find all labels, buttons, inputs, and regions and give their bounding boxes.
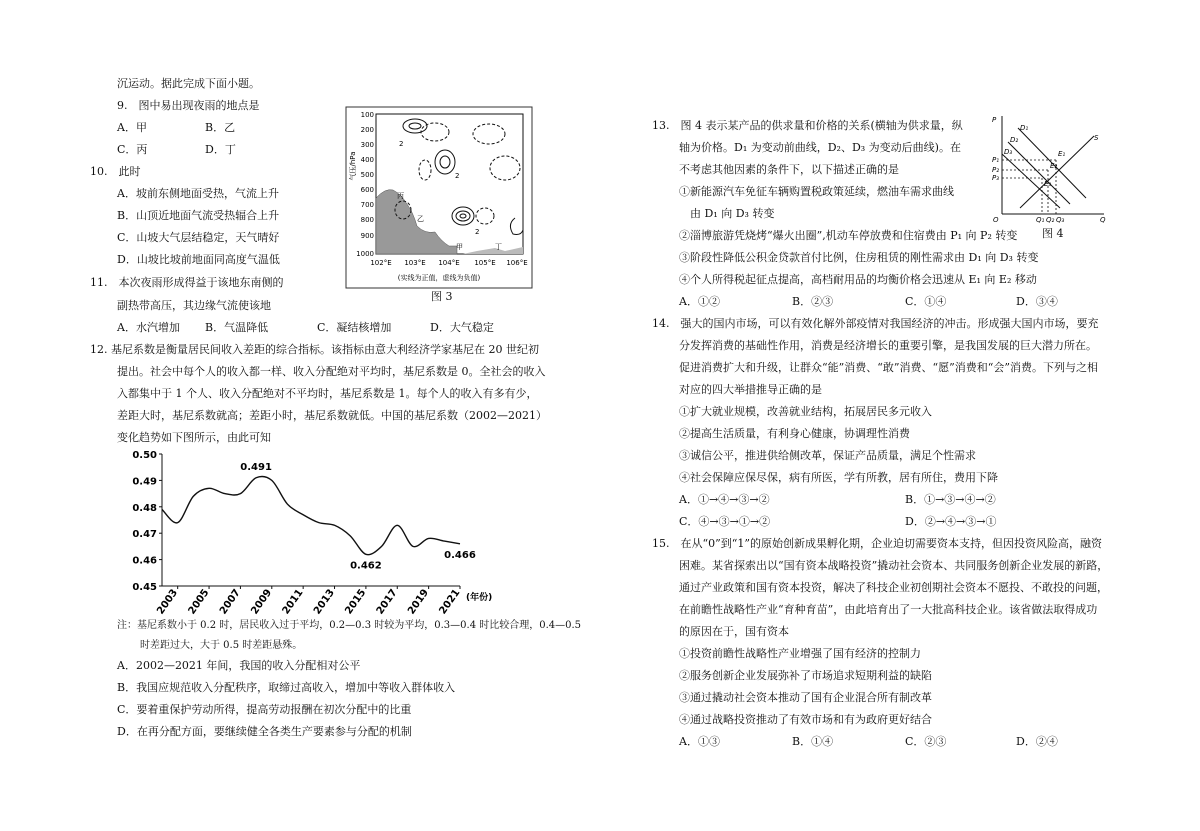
fig4-label-p: P [992,116,997,124]
fig3-ytick: 1000 [356,250,374,258]
y-tick-label: 0.49 [132,476,157,488]
q13-option-1a: ①新能源汽车免征车辆购置税政策延续，燃油车需求曲线 [679,185,954,198]
figure-4 [990,112,1110,242]
x-tick-label: 2013 [312,587,337,616]
q14-choice-a: A．①→④→③→② [679,493,770,506]
fig4-label-p2: P₂ [992,166,1000,174]
q14-option-2: ②提高生活质量，有利身心健康，协调理性消费 [679,427,910,440]
fig4-label-o: O [993,216,999,224]
fig3-ytick: 100 [360,111,374,119]
q15-choice-a: A．①③ [679,735,720,748]
q9-stem: 9. 图中易出现夜雨的地点是 [117,99,260,112]
gini-chart [120,446,520,616]
q14-choice-c: C．④→③→①→② [679,515,771,528]
q13-stem-line2: 轴为价格。D₁ 为变动前曲线，D₂、D₃ 为变动后曲线)。在 [679,141,961,154]
q14-stem-line4: 对应的四大举措推导正确的是 [679,383,822,396]
q9-option-a: A．甲 [117,121,147,134]
q12-option-c: C．要着重保护劳动所得，提高劳动报酬在初次分配中的比重 [117,703,412,716]
q10-option-a: A．坡前东侧地面受热，气流上升 [117,187,279,200]
q11-option-b: B．气温降低 [205,321,269,334]
fig3-ytick: 700 [360,201,374,209]
q9-option-c: C．丙 [117,143,148,156]
fig3-label-jia: 甲 [456,243,463,251]
y-tick-label: 0.48 [132,502,157,514]
y-tick-label: 0.50 [132,450,157,461]
q13-choice-d: D．③④ [1016,295,1058,308]
x-tick-label: 2019 [406,587,432,616]
q14-option-3: ③诚信公平，推进供给侧改革，保证产品质量，满足个性需求 [679,449,976,462]
q13-choice-b: B．②③ [792,295,834,308]
fig3-xtick: 102°E [370,259,392,267]
figure-4-svg [990,112,1110,224]
q10-option-d: D．山坡比坡前地面同高度气温低 [117,253,280,266]
x-tick-label: 2007 [217,587,243,616]
fig4-label-q3: Q₃ [1056,216,1065,224]
q11-option-d: D．大气稳定 [430,321,494,334]
fig3-ytick: 400 [360,156,374,164]
fig3-caption-inner: (实线为正值，虚线为负值) [397,274,481,282]
fig4-label-q: Q [1100,216,1106,224]
fig3-label-bing: 丙 [397,192,404,200]
q13-option-2: ②淄博旅游凭烧烤“爆火出圈”,机动车停放费和住宿费由 P₁ 向 P₂ 转变 [679,229,1018,242]
fig4-label-d1: D₁ [1020,124,1029,132]
q14-option-4: ④社会保障应保尽保，病有所医，学有所教，居有所住，费用下降 [679,471,998,484]
fig3-xtick: 103°E [404,259,426,267]
q15-option-2: ②服务创新企业发展弥补了市场追求短期利益的缺陷 [679,669,932,682]
q14-choice-d: D．②→④→③→① [905,515,997,528]
q15-stem-line4: 在前瞻性战略性产业“育种育苗”，由此培育出了一大批高科技企业。该省做法取得成功 [679,603,1098,616]
q11-stem-line1: 11. 本次夜雨形成得益于该地东南侧的 [90,276,284,289]
x-tick-label: 2017 [374,587,400,616]
q15-option-1: ①投资前瞻性战略性产业增强了国有经济的控制力 [679,647,921,660]
q13-stem-line3: 不考虑其他因素的条件下，以下描述正确的是 [679,163,899,176]
q9-option-d: D．丁 [205,143,236,156]
q15-stem-line5: 的原因在于，国有资本 [679,625,789,638]
x-tick-label: 2021 [437,587,463,616]
series-line [162,476,460,554]
q13-option-1b: 由 D₁ 向 D₃ 转变 [690,207,775,220]
x-tick-label: 2015 [343,587,369,616]
fig3-label-yi: 乙 [417,215,424,223]
fig4-label-p3: P₃ [992,174,1000,182]
q11-stem-line2: 副热带高压，其边缘气流使该地 [117,299,271,312]
q14-stem-line2: 分发挥消费的基础性作用，消费是经济增长的重要引擎，是我国发展的巨大潜力所在。 [679,339,1097,352]
fig3-ytick: 800 [360,216,374,224]
x-axis-label: (年份) [466,593,493,603]
fig4-label-d3: D₃ [1004,148,1013,156]
q12-stem-line2: 提出。社会中每个人的收入都一样、收入分配绝对平均时，基尼系数是 0。全社会的收入 [117,365,546,378]
q12-note-line2: 时差距过大，大于 0.5 时差距悬殊。 [140,640,303,651]
fig4-label-d2: D₂ [1010,136,1019,144]
figure-3-svg [345,106,535,306]
q14-choice-b: B．①→③→④→② [905,493,996,506]
q15-stem-line2: 困难。某省探索出以“国有资本战略投资”撬动社会资本、共同服务创新企业发展的新路， [679,559,1109,572]
q15-choice-b: B．①④ [792,735,834,748]
q15-option-3: ③通过撬动社会资本推动了国有企业混合所有制改革 [679,691,932,704]
fig3-ytick: 500 [360,171,374,179]
data-label: 0.491 [240,461,272,473]
figure-3 [345,106,535,306]
fig4-label-e1: E₁ [1058,150,1066,158]
fig4-label-q2: Q₂ [1046,216,1055,224]
fig3-ytick: 200 [360,126,374,134]
data-label: 0.462 [350,560,382,572]
q9-option-b: B．乙 [205,121,236,134]
fig3-ytick: 900 [360,232,374,240]
fig3-xtick: 104°E [438,259,460,267]
fig3-label-2b: 2 [455,172,460,180]
q12-option-a: A．2002—2021 年间，我国的收入分配相对公平 [117,659,361,672]
fig4-caption: 图 4 [1042,227,1064,240]
fig3-ytick: 300 [360,141,374,149]
fig3-xtick: 106°E [506,259,528,267]
q13-choice-a: A．①② [679,295,720,308]
fig3-ylabel: 气压/hPa [349,151,357,181]
q15-stem-line1: 15. 在从“0”到“1”的原始创新成果孵化期，企业迫切需要资本支持，但因投资风险高，融资 [652,537,1102,550]
q12-note-line1: 注：基尼系数小于 0.2 时，居民收入过于平均，0.2—0.3 时较为平均，0.3—0.4 时比较合理，0.4—0.5 [117,620,582,631]
y-tick-label: 0.47 [132,529,157,541]
q11-option-a: A．水汽增加 [117,321,180,334]
q12-option-d: D．在再分配方面，要继续健全各类生产要素参与分配的机制 [117,725,412,738]
fig3-ytick: 600 [360,186,374,194]
fig4-label-e3: E₃ [1044,180,1052,188]
fig4-label-q1: Q₁ [1036,216,1045,224]
fig4-label-p1: P₁ [992,156,1000,164]
q14-stem-line3: 促进消费扩大和升级，让群众“能”消费、“敢”消费、“愿”消费和“会”消费。下列与之相 [679,361,1098,374]
fig4-label-s: S [1094,134,1099,142]
fig3-label-ding: 丁 [495,243,502,251]
y-tick-label: 0.45 [132,582,157,593]
q15-option-4: ④通过战略投资推动了有效市场和有为政府更好结合 [679,713,932,726]
q13-option-4: ④个人所得税起征点提高，高档耐用品的均衡价格会迅速从 E₁ 向 E₂ 移动 [679,273,1037,286]
q13-choice-c: C．①④ [905,295,947,308]
q14-stem-line1: 14. 强大的国内市场，可以有效化解外部疫情对我国经济的冲击。形成强大国内市场，要充 [652,317,1099,330]
q15-stem-line3: 通过产业政策和国有资本投资，解决了科技企业初创期社会资本不愿投、不敢投的问题， [679,581,1108,594]
fig3-label-2a: 2 [399,140,404,148]
q12-stem-line5: 变化趋势如下图所示，由此可知 [117,431,271,444]
fig3-label-2c: 2 [475,228,480,236]
q10-option-b: B．山顶近地面气流受热辐合上升 [117,209,280,222]
q10-stem: 10. 此时 [90,165,141,178]
x-tick-label: 2003 [155,587,181,616]
q12-stem-line1: 12. 基尼系数是衡量居民间收入差距的综合指标。该指标由意大利经济学家基尼在 20 世纪初 [90,343,539,356]
y-tick-label: 0.46 [132,555,157,567]
q12-stem-line3: 入都集中于 1 个人、收入分配绝对不平均时，基尼系数是 1。每个人的收入有多有少， [117,387,538,400]
fig4-label-e2: E₂ [1050,162,1058,170]
fig3-xtick: 105°E [474,259,496,267]
q14-option-1: ①扩大就业规模，改善就业结构，拓展居民多元收入 [679,405,932,418]
x-tick-label: 2009 [249,587,275,616]
q10-option-c: C．山坡大气层结稳定，天气晴好 [117,231,280,244]
q12-option-b: B．我国应规范收入分配秩序，取缔过高收入，增加中等收入群体收入 [117,681,456,694]
q15-choice-c: C．②③ [905,735,947,748]
intro-text: 沉运动。据此完成下面小题。 [117,77,260,90]
q13-option-3: ③阶段性降低公积金贷款首付比例，住房租赁的刚性需求由 D₁ 向 D₃ 转变 [679,251,1039,264]
x-tick-label: 2005 [186,587,212,616]
data-label: 0.466 [444,549,476,561]
fig3-caption: 图 3 [431,290,453,303]
x-tick-label: 2011 [280,587,306,616]
q12-stem-line4: 差距大时，基尼系数就高；差距小时，基尼系数就低。中国的基尼系数（2002—2021） [117,409,547,422]
q13-stem-line1: 13. 图 4 表示某产品的供求量和价格的关系(横轴为供求量，纵 [652,119,963,132]
q11-option-c: C．凝结核增加 [317,321,392,334]
gini-chart-svg [120,446,520,616]
q15-choice-d: D．②④ [1016,735,1058,748]
